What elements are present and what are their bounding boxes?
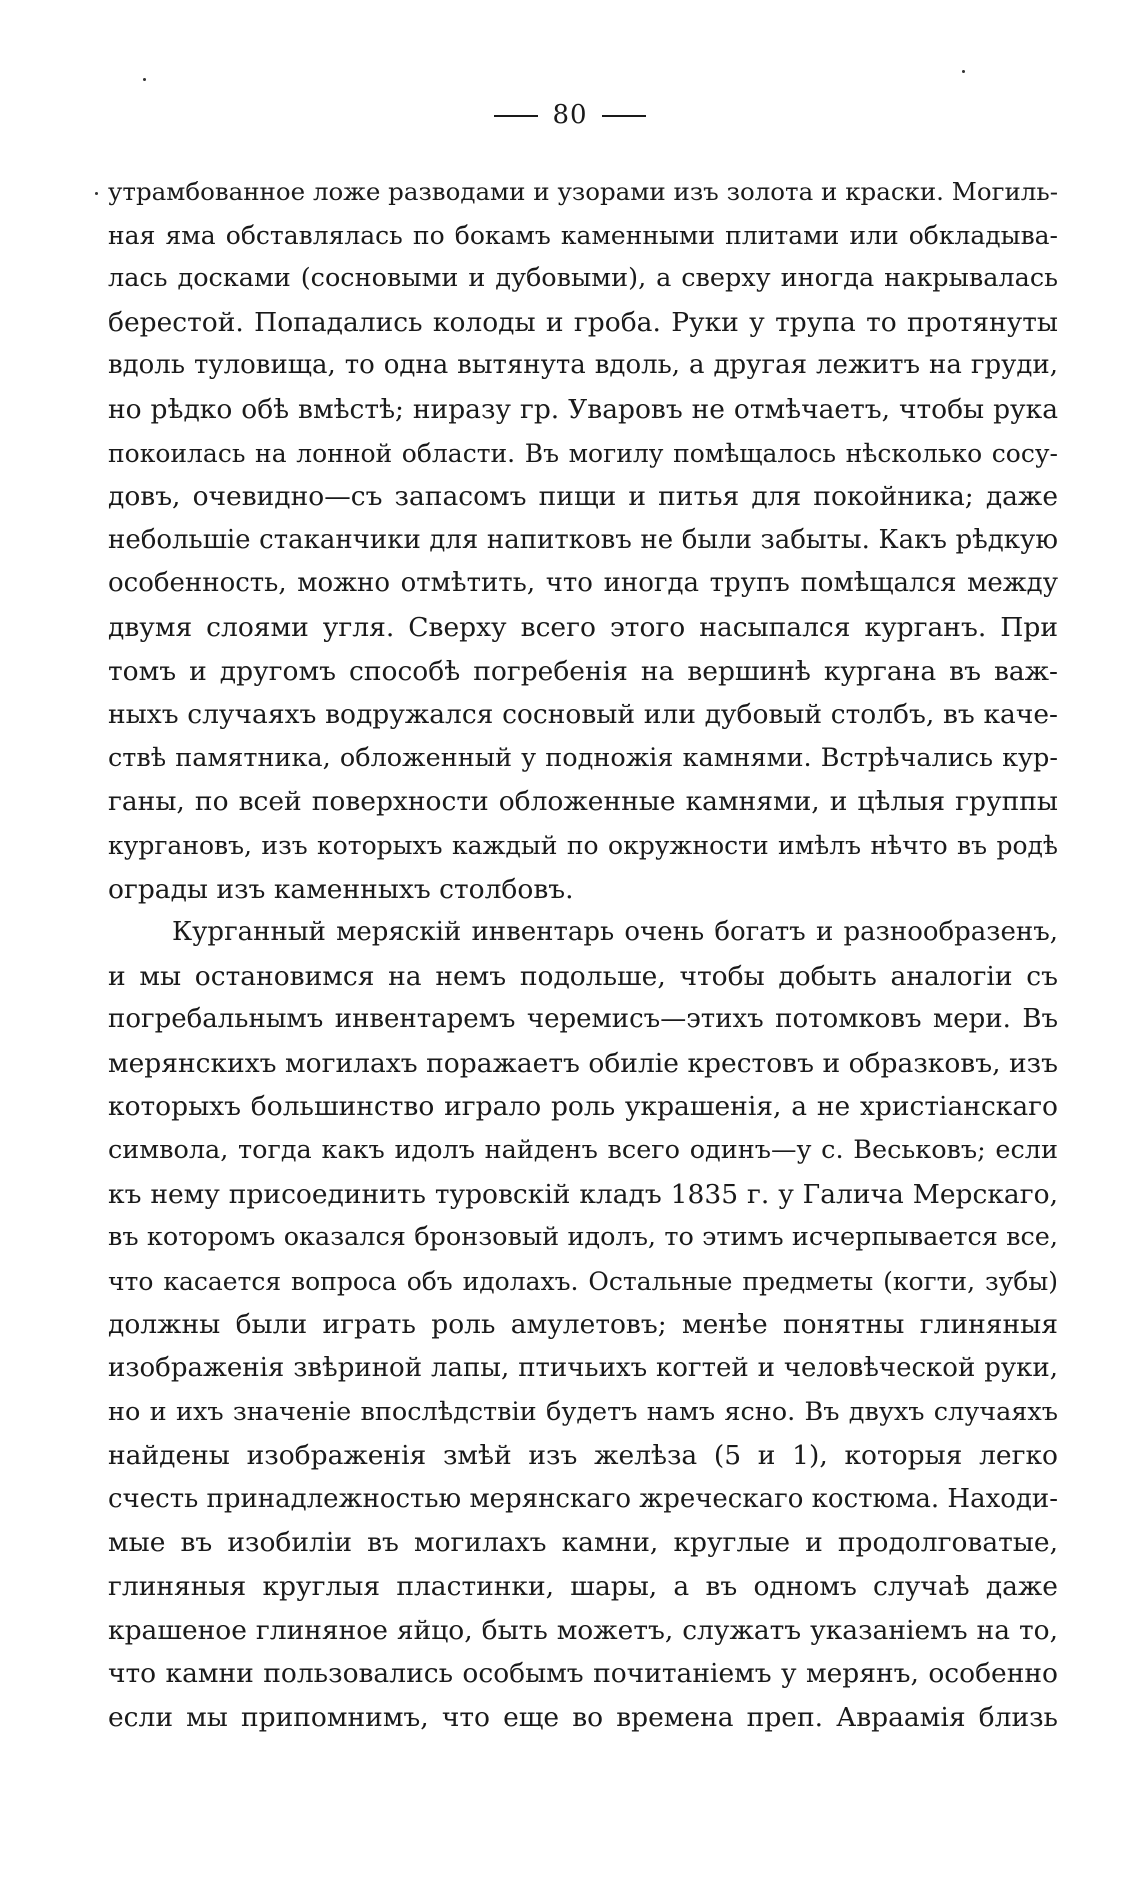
page-header (0, 100, 1140, 130)
paragraph-1 (108, 170, 1058, 911)
text-line: въ которомъ оказался бронзовый идолъ, то этимъ исчерпывается все, (108, 1222, 1058, 1253)
text-line: что касается вопроса объ идолахъ. Остальные предметы (когти, зубы) (108, 1266, 1058, 1296)
print-speck (962, 70, 965, 73)
text-line: погребальнымъ инвентаремъ черемисъ—этихъ потомковъ мери. Въ (108, 1004, 1058, 1035)
text-line: кургановъ, изъ которыхъ каждый по окружности имѣлъ нѣчто въ родѣ (108, 830, 1058, 860)
paragraph-2 (108, 911, 1058, 1739)
text-line: но рѣдко обѣ вмѣстѣ; ниразу гр. Уваровъ не отмѣчаетъ, чтобы рука (108, 393, 1058, 425)
body-text (108, 170, 1058, 1739)
print-speck (143, 78, 146, 81)
text-line: Курганный меряскій инвентарь очень богатъ и разнообразенъ, (172, 917, 1058, 948)
text-line: ствѣ памятника, обложенный у подножія камнями. Встрѣчались кур- (108, 742, 1058, 773)
text-line: мерянскихъ могилахъ поражаетъ обиліе крестовъ и образковъ, изъ (108, 1047, 1058, 1079)
text-line: которыхъ большинство играло роль украшенія, а не христіанскаго (108, 1091, 1058, 1123)
text-line: довъ, очевидно—съ запасомъ пищи и питья для покойника; даже (108, 481, 1058, 513)
header-dash-left (494, 115, 538, 117)
text-line: берестой. Попадались колоды и гроба. Руки у трупа то протянуты (108, 306, 1058, 338)
text-line: глиняныя круглыя пластинки, шары, а въ одномъ случаѣ даже (108, 1571, 1058, 1602)
text-line: но и ихъ значеніе впослѣдствіи будетъ намъ ясно. Въ двухъ случаяхъ (108, 1396, 1058, 1427)
text-line: должны были играть роль амулетовъ; менѣе понятны глиняныя (108, 1309, 1058, 1341)
text-line: небольшіе стаканчики для напитковъ не были забыты. Какъ рѣдкую (108, 524, 1058, 555)
text-line: крашеное глиняное яйцо, быть можетъ, служатъ указаніемъ на то, (108, 1614, 1058, 1646)
text-line: вдоль туловища, то одна вытянута вдоль, а другая лежитъ на груди, (108, 350, 1058, 381)
text-line: лась досками (сосновыми и дубовыми), а сверху иногда накрывалась (108, 263, 1058, 294)
text-line: символа, тогда какъ идолъ найденъ всего одинъ—у с. Веськовъ; если (108, 1135, 1058, 1166)
text-line: мые въ изобиліи въ могилахъ камни, круглые и продолговатые, (108, 1527, 1058, 1559)
text-line: утрамбованное ложе разводами и узорами изъ золота и краски. Могиль- (108, 177, 1058, 206)
text-line: ганы, по всей поверхности обложенные камнями, и цѣлыя группы (108, 786, 1058, 818)
text-line: ныхъ случаяхъ водружался сосновый или дубовый столбъ, въ каче- (108, 699, 1058, 731)
text-line: ограды изъ каменныхъ столбовъ. (108, 873, 574, 905)
page-number: 80 (552, 100, 588, 130)
text-line: къ нему присоединить туровскій кладъ 1835 г. у Галича Мерскаго, (108, 1178, 1058, 1210)
text-line: и мы остановимся на немъ подольше, чтобы добыть аналогіи съ (108, 960, 1058, 992)
text-line: изображенія звѣриной лапы, птичьихъ когтей и человѣческой руки, (108, 1353, 1058, 1384)
text-line: что камни пользовались особымъ почитаніемъ у мерянъ, особенно (108, 1658, 1058, 1690)
text-line: найдены изображенія змѣй изъ желѣза (5 и 1), которыя легко (108, 1440, 1058, 1472)
text-line: двумя слоями угля. Сверху всего этого насыпался курганъ. При (108, 611, 1058, 643)
text-line: особенность, можно отмѣтить, что иногда трупъ помѣщался между (108, 568, 1058, 599)
header-dash-right (602, 115, 646, 117)
text-line: ная яма обставлялась по бокамъ каменными плитами или обкладыва- (108, 220, 1058, 250)
text-line: томъ и другомъ способѣ погребенія на вершинѣ кургана въ важ- (108, 655, 1058, 687)
text-line: счесть принадлежностью мерянскаго жреческаго костюма. Находи- (108, 1483, 1058, 1514)
print-speck (95, 192, 98, 195)
text-line: покоилась на лонной области. Въ могилу помѣщалось нѣсколько сосу- (108, 438, 1058, 468)
text-line: если мы припомнимъ, что еще во времена преп. Авраамія близь (108, 1701, 1058, 1733)
